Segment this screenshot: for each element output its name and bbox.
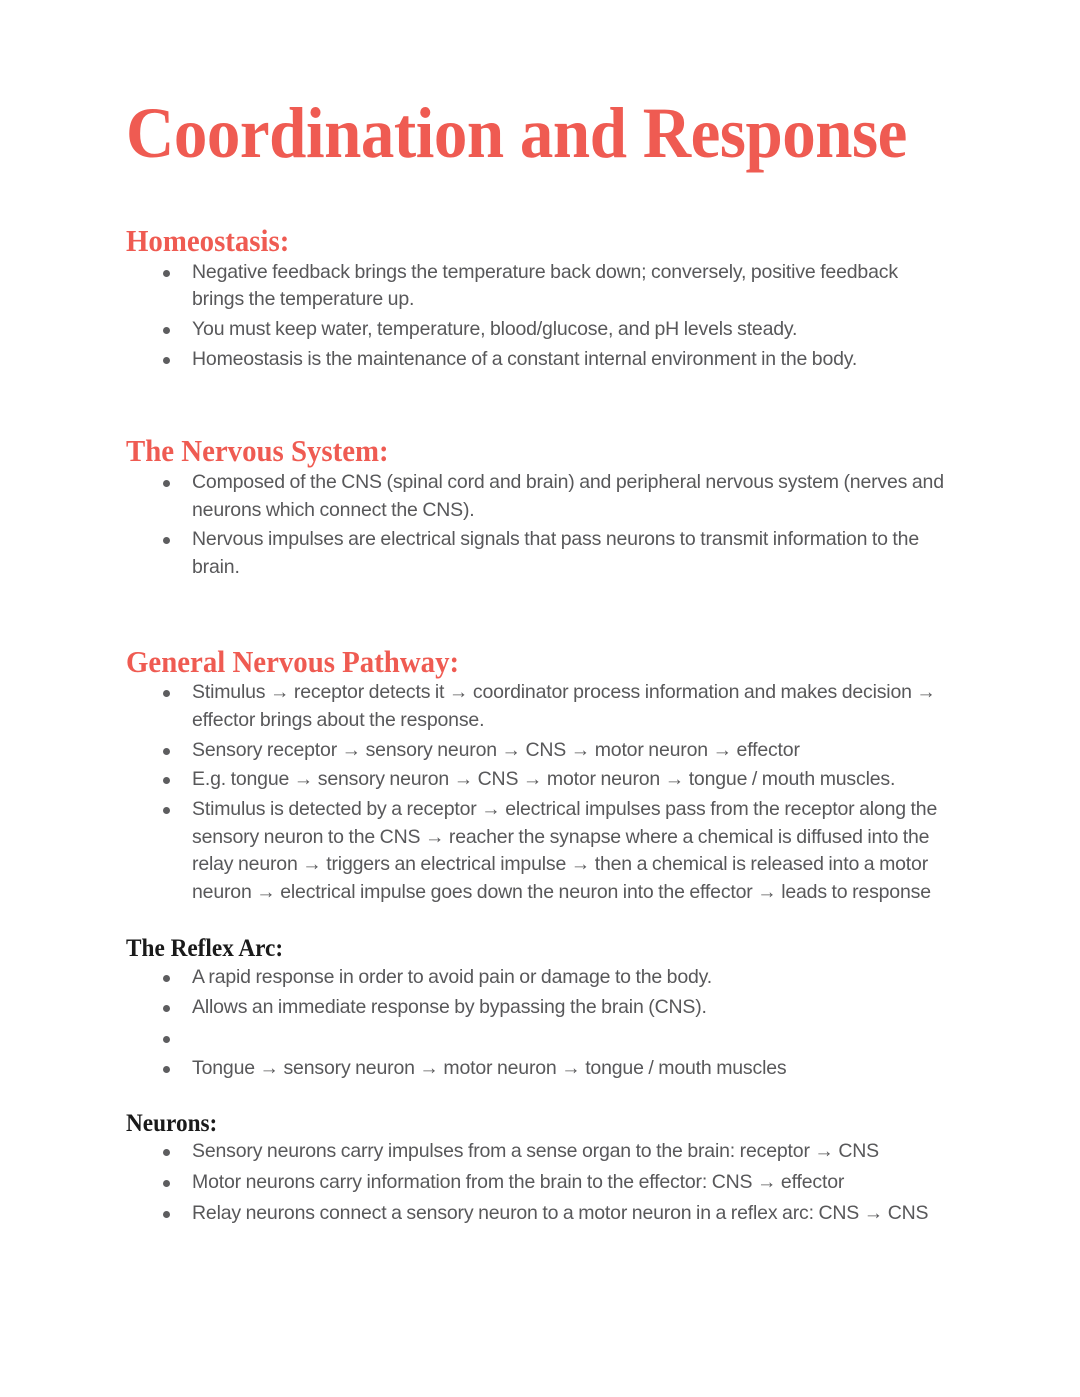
bullet-list-reflex-arc <box>126 964 954 1083</box>
list-item: Composed of the CNS (spinal cord and brain) and peripheral nervous system (nerves and neurons which connect the CNS). <box>126 469 954 524</box>
list-item: Nervous impulses are electrical signals that pass neurons to transmit information to the brain. <box>126 526 954 581</box>
sub-heading-reflex-arc: The Reflex Arc: <box>126 934 284 962</box>
list-item: A rapid response in order to avoid pain or damage to the body. <box>126 964 954 992</box>
list-item: Allows an immediate response by bypassing the brain (CNS). <box>126 994 954 1022</box>
section-homeostasis <box>126 223 954 373</box>
list-item: Tongue → sensory neuron → motor neuron → tongue / mouth muscles <box>126 1055 954 1083</box>
sub-heading-neurons: Neurons: <box>126 1109 218 1137</box>
section-reflex-arc <box>126 935 954 1083</box>
list-item: Homeostasis is the maintenance of a constant internal environment in the body. <box>126 346 954 374</box>
list-item: Sensory receptor → sensory neuron → CNS → motor neuron → effector <box>126 737 954 765</box>
list-item: Relay neurons connect a sensory neuron to a motor neuron in a reflex arc: CNS → CNS <box>126 1200 954 1228</box>
section-general-nervous-pathway <box>126 644 954 907</box>
section-heading-homeostasis: Homeostasis: <box>126 222 290 258</box>
page-title: Coordination and Response <box>126 93 907 173</box>
bullet-list-general-nervous-pathway <box>126 679 954 907</box>
section-neurons <box>126 1110 954 1228</box>
list-item: Stimulus → receptor detects it → coordinator process information and makes decision → effector brings about the response. <box>126 679 954 734</box>
list-item: Sensory neurons carry impulses from a sense organ to the brain: receptor → CNS <box>126 1138 954 1166</box>
bullet-list-nervous-system <box>126 469 954 582</box>
list-item: Motor neurons carry information from the brain to the effector: CNS → effector <box>126 1169 954 1197</box>
section-nervous-system <box>126 433 954 581</box>
list-item: Stimulus is detected by a receptor → electrical impulses pass from the receptor along the sensory neuron to the CNS → reacher the synapse where a chemical is diffused into the relay neuron → triggers an electrical impulse → then a chemical is released into a motor neuron → electrical impulse goes down the neuron into the effector → leads to response <box>126 796 954 907</box>
bullet-list-neurons <box>126 1138 954 1227</box>
list-item-empty <box>126 1025 954 1052</box>
list-item: E.g. tongue → sensory neuron → CNS → motor neuron → tongue / mouth muscles. <box>126 766 954 794</box>
section-heading-nervous-system: The Nervous System: <box>126 433 389 469</box>
list-item: You must keep water, temperature, blood/glucose, and pH levels steady. <box>126 316 954 344</box>
section-heading-general-nervous-pathway: General Nervous Pathway: <box>126 643 460 679</box>
bullet-list-homeostasis <box>126 259 954 374</box>
list-item: Negative feedback brings the temperature back down; conversely, positive feedback brings the temperature up. <box>126 259 954 314</box>
